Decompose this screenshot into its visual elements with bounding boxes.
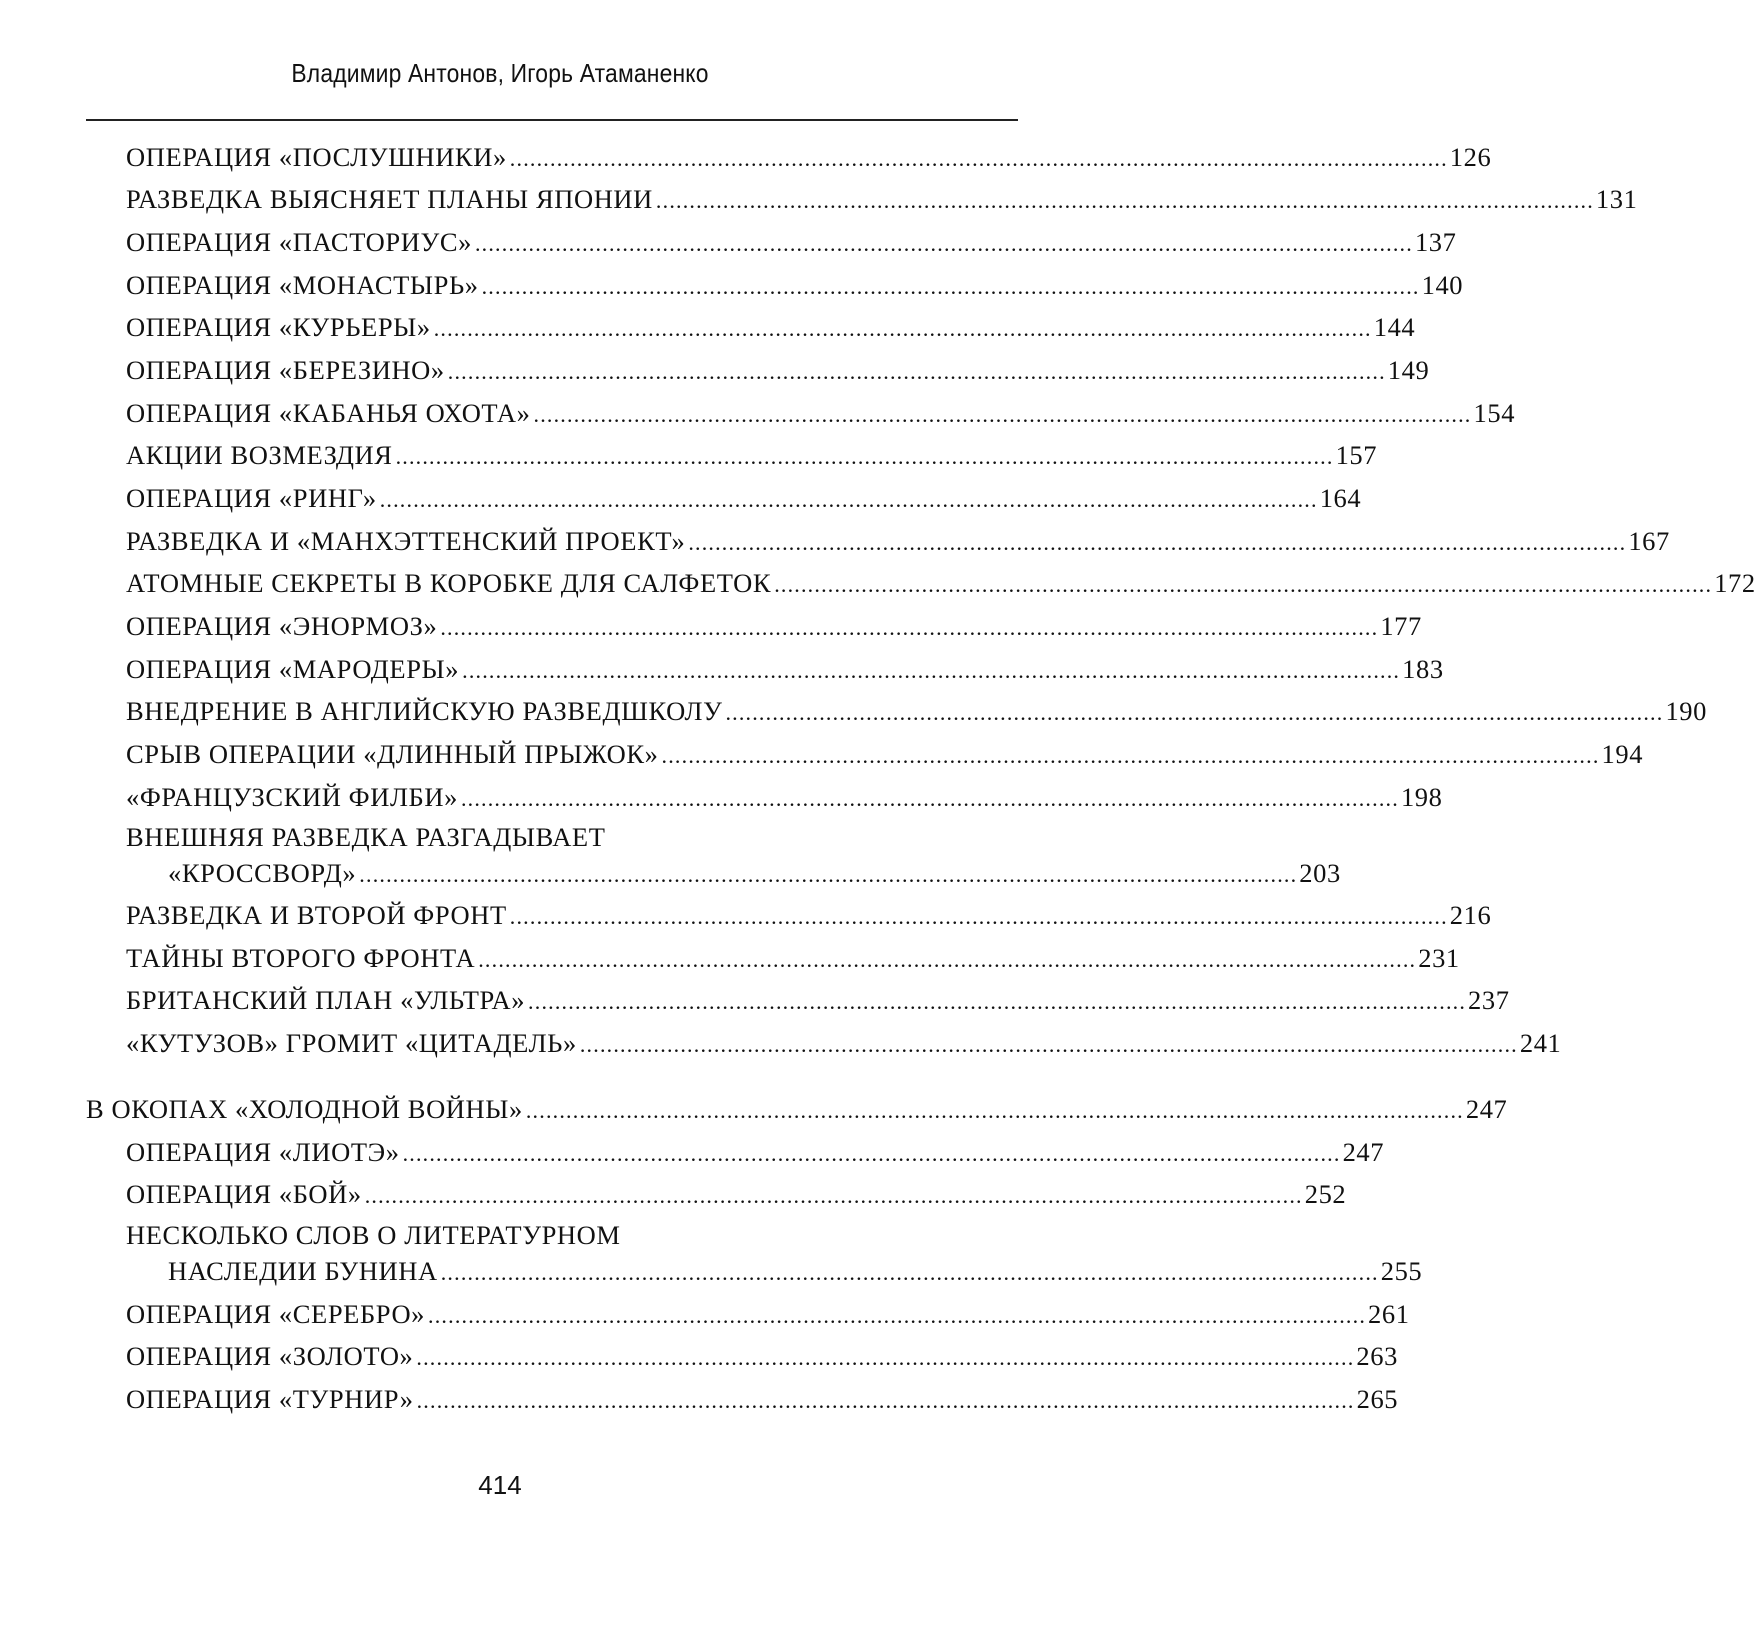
toc-entry-page: 172 bbox=[1714, 568, 1756, 598]
toc-entry[interactable] bbox=[126, 1299, 1410, 1333]
toc-entry-title: ОПЕРАЦИЯ «МАРОДЕРЫ» bbox=[126, 654, 460, 684]
toc-entry-title: АТОМНЫЕ СЕКРЕТЫ В КОРОБКЕ ДЛЯ САЛФЕТОК bbox=[126, 568, 772, 598]
toc-entry-page: 131 bbox=[1595, 184, 1638, 214]
toc-entry[interactable] bbox=[126, 900, 1492, 934]
toc-entry-title: ОПЕРАЦИЯ «БЕРЕЗИНО» bbox=[126, 355, 445, 385]
toc-entry[interactable] bbox=[126, 270, 1464, 304]
toc-entry[interactable] bbox=[126, 142, 1492, 176]
toc-entry-page: 203 bbox=[1299, 858, 1341, 888]
dot-leader: ............................................................................................................................................ bbox=[725, 700, 1664, 725]
dot-leader: ............................................................................................................................................ bbox=[661, 743, 1600, 768]
dot-leader: ............................................................................................................................................ bbox=[379, 487, 1318, 512]
toc-entry[interactable] bbox=[126, 568, 1756, 602]
toc-entry-page: 241 bbox=[1519, 1028, 1562, 1058]
toc-entry[interactable] bbox=[126, 227, 1457, 261]
toc-entry-page: 255 bbox=[1380, 1256, 1423, 1286]
toc-entry-page: 167 bbox=[1628, 526, 1670, 556]
toc-entry-title: ОПЕРАЦИЯ «КУРЬЕРЫ» bbox=[126, 312, 431, 342]
dot-leader: ............................................................................................................................................ bbox=[474, 231, 1413, 256]
toc-entry-title: ОПЕРАЦИЯ «ЛИОТЭ» bbox=[126, 1137, 400, 1167]
toc-entry-page: 247 bbox=[1465, 1094, 1508, 1124]
dot-leader: ............................................................................................................................................ bbox=[509, 146, 1448, 171]
dot-leader: ............................................................................................................................................ bbox=[655, 188, 1594, 213]
toc-entry[interactable] bbox=[126, 611, 1422, 645]
toc-entry[interactable] bbox=[126, 1384, 1399, 1418]
dot-leader: ............................................................................................................................................ bbox=[462, 658, 1401, 683]
toc-entry-title: ОПЕРАЦИЯ «ТУРНИР» bbox=[126, 1384, 414, 1414]
toc-entry-title: ВНЕДРЕНИЕ В АНГЛИЙСКУЮ РАЗВЕДШКОЛУ bbox=[126, 696, 723, 726]
toc-entry-title-line1[interactable]: НЕСКОЛЬКО СЛОВ О ЛИТЕРАТУРНОМ bbox=[126, 1220, 621, 1250]
toc-entry-title: РАЗВЕДКА И ВТОРОЙ ФРОНТ bbox=[126, 900, 507, 930]
toc-entry-page: 216 bbox=[1449, 900, 1492, 930]
dot-leader: ............................................................................................................................................ bbox=[688, 530, 1627, 555]
dot-leader: ............................................................................................................................................ bbox=[402, 1141, 1341, 1166]
toc-entry[interactable] bbox=[126, 184, 1638, 218]
toc-entry-title: ОПЕРАЦИЯ «КАБАНЬЯ ОХОТА» bbox=[126, 398, 531, 428]
toc-entry-page: 190 bbox=[1665, 696, 1707, 726]
toc-entry[interactable] bbox=[126, 782, 1443, 816]
toc-entry-title: ОПЕРАЦИЯ «БОЙ» bbox=[126, 1179, 362, 1209]
toc-entry-page: 231 bbox=[1418, 943, 1460, 973]
toc-entry[interactable] bbox=[126, 355, 1430, 389]
toc-entry[interactable] bbox=[126, 739, 1644, 773]
toc-entry-page: 263 bbox=[1356, 1341, 1398, 1371]
dot-leader: ............................................................................................................................................ bbox=[416, 1345, 1355, 1370]
toc-entry-page: 237 bbox=[1468, 985, 1510, 1015]
toc-entry-title: ОПЕРАЦИЯ «ЭНОРМОЗ» bbox=[126, 611, 438, 641]
dot-leader: ............................................................................................................................................ bbox=[447, 359, 1386, 384]
dot-leader: ............................................................................................................................................ bbox=[533, 402, 1472, 427]
toc-entry-title: ТАЙНЫ ВТОРОГО ФРОНТА bbox=[126, 943, 476, 973]
toc-section-entry[interactable] bbox=[86, 1094, 1508, 1128]
toc-entry[interactable] bbox=[126, 1137, 1385, 1171]
dot-leader: ............................................................................................................................................ bbox=[579, 1032, 1518, 1057]
toc-entry[interactable] bbox=[126, 943, 1460, 977]
toc-entry-title-line1[interactable]: ВНЕШНЯЯ РАЗВЕДКА РАЗГАДЫВАЕТ bbox=[126, 822, 606, 852]
toc-entry-page: 198 bbox=[1400, 782, 1443, 812]
toc-entry-title: ОПЕРАЦИЯ «РИНГ» bbox=[126, 483, 377, 513]
dot-leader: ............................................................................................................................................ bbox=[364, 1183, 1303, 1208]
page-number: 414 bbox=[478, 1470, 522, 1500]
dot-leader: ............................................................................................................................................ bbox=[433, 316, 1372, 341]
toc-entry-page: 157 bbox=[1335, 440, 1378, 470]
toc-entry-page: 140 bbox=[1421, 270, 1464, 300]
toc-entry-page: 265 bbox=[1356, 1384, 1399, 1414]
toc-entry-title: ОПЕРАЦИЯ «ПОСЛУШНИКИ» bbox=[126, 142, 507, 172]
toc-entry[interactable] bbox=[126, 1028, 1562, 1062]
toc-entry[interactable] bbox=[126, 1341, 1398, 1375]
toc-entry-title: ОПЕРАЦИЯ «СЕРЕБРО» bbox=[126, 1299, 426, 1329]
toc-entry-page: 183 bbox=[1402, 654, 1444, 684]
dot-leader: ............................................................................................................................................ bbox=[774, 572, 1713, 597]
toc-entry-title: «ФРАНЦУЗСКИЙ ФИЛБИ» bbox=[126, 782, 458, 812]
toc-entry-page: 247 bbox=[1342, 1137, 1385, 1167]
toc-entry-page: 144 bbox=[1373, 312, 1416, 342]
toc-entry-page: 154 bbox=[1473, 398, 1516, 428]
toc-entry-page: 177 bbox=[1380, 611, 1422, 641]
toc-entry-page: 137 bbox=[1414, 227, 1457, 257]
dot-leader: ............................................................................................................................................ bbox=[481, 274, 1420, 299]
dot-leader: ............................................................................................................................................ bbox=[440, 1260, 1379, 1285]
dot-leader: ............................................................................................................................................ bbox=[440, 615, 1379, 640]
toc-entry-page: 126 bbox=[1449, 142, 1492, 172]
toc-entry-title: РАЗВЕДКА И «МАНХЭТТЕНСКИЙ ПРОЕКТ» bbox=[126, 526, 686, 556]
toc-entry[interactable] bbox=[126, 398, 1516, 432]
toc-entry-title: «КУТУЗОВ» ГРОМИТ «ЦИТАДЕЛЬ» bbox=[126, 1028, 577, 1058]
toc-entry[interactable] bbox=[126, 1179, 1347, 1213]
dot-leader: ............................................................................................................................................ bbox=[460, 786, 1399, 811]
dot-leader: ............................................................................................................................................ bbox=[428, 1303, 1367, 1328]
toc-entry[interactable] bbox=[126, 483, 1362, 517]
toc-entry-title: СРЫВ ОПЕРАЦИИ «ДЛИННЫЙ ПРЫЖОК» bbox=[126, 739, 659, 769]
toc-entry-title: ОПЕРАЦИЯ «МОНАСТЫРЬ» bbox=[126, 270, 479, 300]
dot-leader: ............................................................................................................................................ bbox=[416, 1388, 1355, 1413]
toc-entry-title: АКЦИИ ВОЗМЕЗДИЯ bbox=[126, 440, 393, 470]
toc-entry-title: ОПЕРАЦИЯ «ЗОЛОТО» bbox=[126, 1341, 414, 1371]
toc-entry[interactable] bbox=[126, 312, 1416, 346]
toc-entry-title: БРИТАНСКИЙ ПЛАН «УЛЬТРА» bbox=[126, 985, 526, 1015]
toc-entry-page: 261 bbox=[1368, 1299, 1410, 1329]
dot-leader: ............................................................................................................................................ bbox=[509, 904, 1448, 929]
toc-entry-page: 252 bbox=[1304, 1179, 1347, 1209]
dot-leader: ............................................................................................................................................ bbox=[395, 444, 1334, 469]
toc-entry-title: В ОКОПАХ «ХОЛОДНОЙ ВОЙНЫ» bbox=[86, 1094, 523, 1124]
toc-entry[interactable] bbox=[126, 526, 1670, 560]
toc-entry[interactable] bbox=[168, 858, 1341, 892]
toc-entry[interactable] bbox=[126, 440, 1378, 474]
toc-entry[interactable] bbox=[126, 696, 1707, 730]
dot-leader: ............................................................................................................................................ bbox=[359, 862, 1298, 887]
toc-entry[interactable] bbox=[168, 1256, 1423, 1290]
toc-entry[interactable] bbox=[126, 985, 1510, 1019]
dot-leader: ............................................................................................................................................ bbox=[528, 989, 1467, 1014]
toc-entry-page: 194 bbox=[1601, 739, 1644, 769]
toc-entry-title-line2: «КРОССВОРД» bbox=[168, 858, 357, 888]
toc-entry[interactable] bbox=[126, 654, 1444, 688]
toc-entry-title-line2: НАСЛЕДИИ БУНИНА bbox=[168, 1256, 438, 1286]
dot-leader: ............................................................................................................................................ bbox=[478, 947, 1417, 972]
toc-entry-page: 149 bbox=[1387, 355, 1430, 385]
toc-entry-page: 164 bbox=[1319, 483, 1362, 513]
toc-entry-title: ОПЕРАЦИЯ «ПАСТОРИУС» bbox=[126, 227, 472, 257]
running-head: Владимир Антонов, Игорь Атаманенко bbox=[291, 58, 709, 88]
dot-leader: ............................................................................................................................................ bbox=[525, 1098, 1464, 1123]
toc-entry-title: РАЗВЕДКА ВЫЯСНЯЕТ ПЛАНЫ ЯПОНИИ bbox=[126, 184, 653, 214]
